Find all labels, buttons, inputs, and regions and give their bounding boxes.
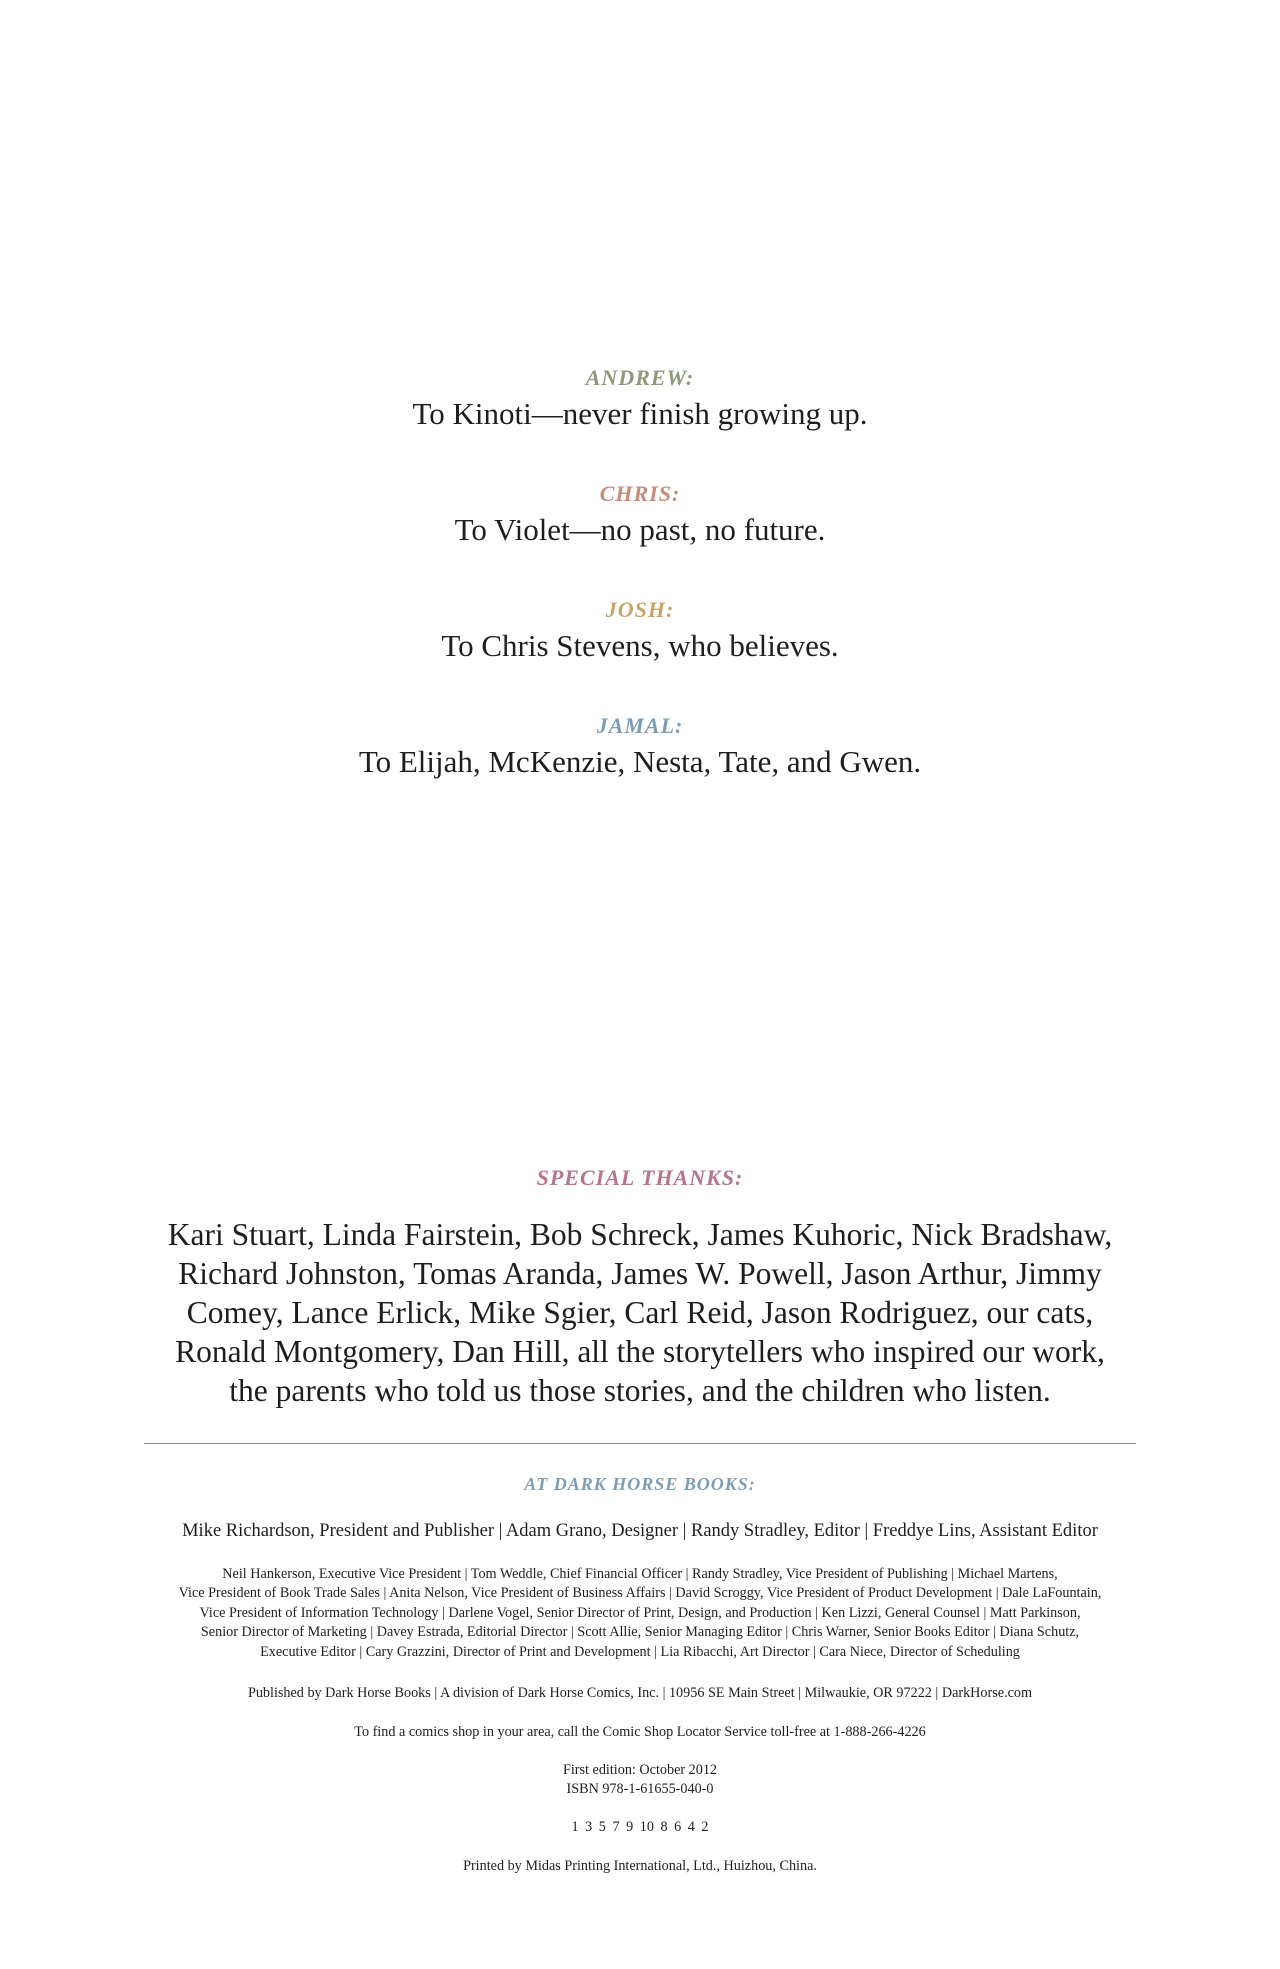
dedication-label: JAMAL: <box>596 713 684 738</box>
thanks-line: the parents who told us those stories, and the children who listen. <box>229 1373 1051 1408</box>
main-credits: Mike Richardson, President and Publisher | Adam Grano, Designer | Randy Stradley, Editor | Freddye Lins, Assistant Editor <box>182 1521 1098 1541</box>
dedication-text: To Chris Stevens, who believes. <box>441 628 839 663</box>
thanks-line: Kari Stuart, Linda Fairstein, Bob Schreck, James Kuhoric, Nick Bradshaw, <box>167 1217 1113 1252</box>
dedication-josh <box>0 597 1280 665</box>
dedication-text: To Violet—no past, no future. <box>454 512 826 547</box>
dark-horse-label: AT DARK HORSE BOOKS: <box>524 1474 756 1494</box>
dedication-label: JOSH: <box>605 597 675 622</box>
staff-line: Senior Director of Marketing | Davey Estrada, Editorial Director | Scott Allie, Senior Managing Editor | Chris Warner, Senior Books Editor | Diana Schutz, <box>200 1624 1080 1641</box>
published-by: Published by Dark Horse Books | A division of Dark Horse Comics, Inc. | 10956 SE Main Street | Milwaukie, OR 97222 | DarkHorse.com <box>247 1685 1033 1701</box>
dedication-label: ANDREW: <box>585 365 695 390</box>
first-edition: First edition: October 2012 <box>562 1762 718 1778</box>
staff-line: Vice President of Book Trade Sales | Anita Nelson, Vice President of Business Affairs | David Scroggy, Vice President of Product Development | Dale LaFountain, <box>178 1585 1102 1602</box>
dedication-andrew <box>0 365 1280 433</box>
thanks-line: Comey, Lance Erlick, Mike Sgier, Carl Reid, Jason Rodriguez, our cats, <box>186 1295 1094 1330</box>
dedication-text: To Kinoti—never finish growing up. <box>412 396 868 431</box>
dedication-label: CHRIS: <box>599 481 681 506</box>
shop-locator: To find a comics shop in your area, call the Comic Shop Locator Service toll-free at 1-888-266-4226 <box>354 1724 926 1740</box>
divider-rule <box>144 1443 1136 1444</box>
thanks-line: Ronald Montgomery, Dan Hill, all the storytellers who inspired our work, <box>175 1334 1105 1369</box>
staff-line: Executive Editor | Cary Grazzini, Director of Print and Development | Lia Ribacchi, Art Director | Cara Niece, Director of Scheduling <box>260 1643 1020 1660</box>
staff-line: Vice President of Information Technology | Darlene Vogel, Senior Director of Print, Design, and Production | Ken Lizzi, General Counsel | Matt Parkinson, <box>199 1604 1081 1621</box>
dedication-text: To Elijah, McKenzie, Nesta, Tate, and Gwen. <box>358 744 922 779</box>
thanks-line: Richard Johnston, Tomas Aranda, James W. Powell, Jason Arthur, Jimmy <box>178 1256 1102 1291</box>
dedication-chris <box>0 481 1280 549</box>
printed-by: Printed by Midas Printing International, Ltd., Huizhou, China. <box>463 1858 817 1874</box>
staff-line: Neil Hankerson, Executive Vice President | Tom Weddle, Chief Financial Officer | Randy Stradley, Vice President of Publishing | Michael Martens, <box>222 1566 1058 1582</box>
isbn: ISBN 978-1-61655-040-0 <box>566 1781 714 1797</box>
special-thanks-text <box>140 1215 1140 1410</box>
special-thanks-label: SPECIAL THANKS: <box>536 1165 744 1190</box>
dedication-jamal <box>0 713 1280 781</box>
staff-credits <box>0 1565 1280 1662</box>
printing-line: 1 3 5 7 9 10 8 6 4 2 <box>571 1819 709 1835</box>
